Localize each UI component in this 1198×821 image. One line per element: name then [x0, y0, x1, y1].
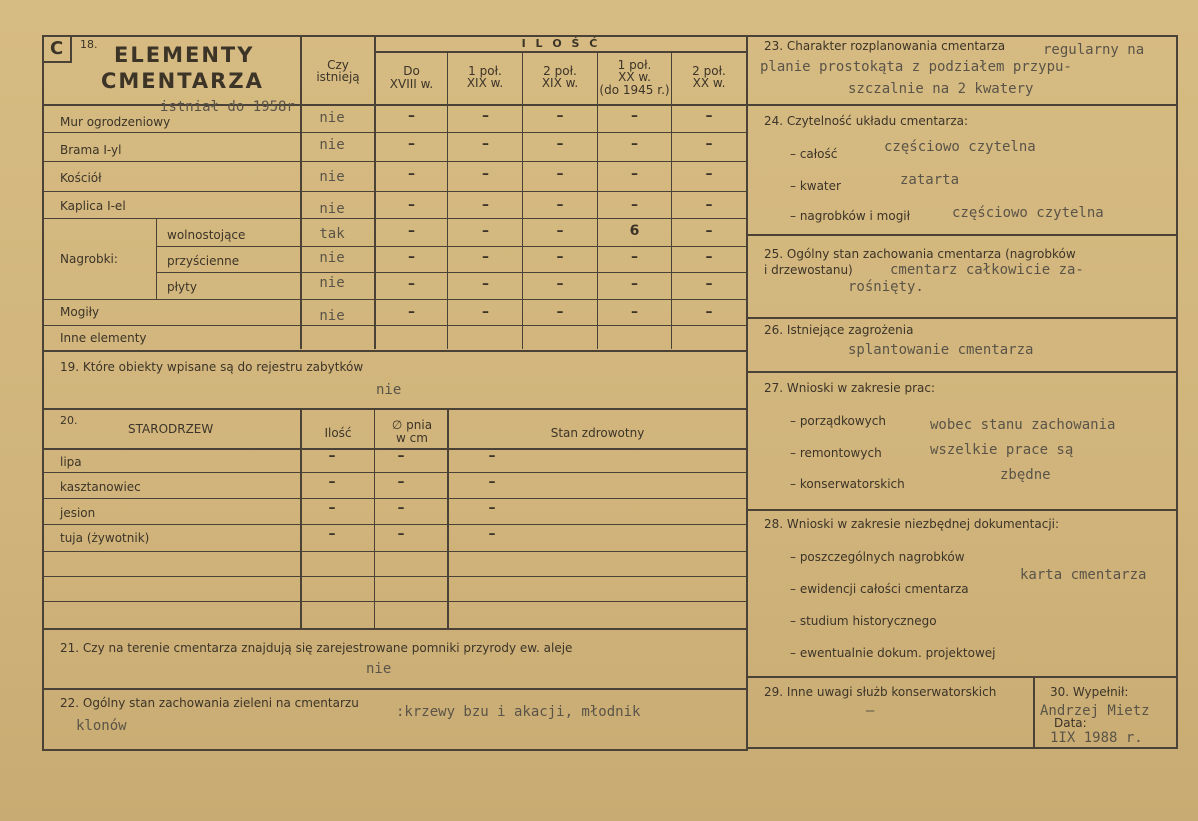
q24-label: 24. Czytelność układu cmentarza: — [764, 114, 969, 128]
nagrobki-divider — [156, 218, 157, 299]
row-label-kaplica: Kaplica I-el — [60, 199, 126, 213]
period-cell: – — [408, 249, 415, 265]
line-above-22 — [44, 688, 746, 690]
q25-label-2: i drzewostanu) — [764, 263, 853, 277]
period-cell: – — [408, 223, 415, 239]
period-2-a: 1 poł. — [468, 64, 502, 78]
frame-left — [42, 35, 44, 751]
czy-wolnostojace: tak — [319, 226, 345, 242]
q28-label: 28. Wnioski w zakresie niezbędnej dokumentacji: — [764, 517, 1060, 531]
row-label-kosciol: Kościół — [60, 171, 102, 185]
q23-answer-1: regularny na — [1043, 42, 1145, 58]
q26-answer: splantowanie cmentarza — [848, 342, 1034, 358]
period-cell: – — [482, 249, 489, 265]
period-cell: – — [705, 197, 713, 213]
czy-mur: nie — [319, 110, 345, 126]
q29-label: 29. Inne uwagi służb konserwatorskich — [764, 685, 997, 699]
period-cell: – — [705, 304, 713, 320]
sd-row-4 — [44, 551, 746, 552]
period-cell: – — [556, 136, 564, 152]
q28-item-3: – studium historycznego — [790, 614, 937, 628]
period-cell: – — [556, 304, 564, 320]
q29-answer: – — [866, 703, 875, 719]
period-cell: – — [408, 197, 415, 213]
row-line-0 — [44, 104, 746, 106]
section-18-title-2: CMENTARZA — [101, 69, 264, 93]
q19-label: 19. Które obiekty wpisane są do rejestru zabytków — [60, 360, 364, 374]
q20-col-pnia-2: w cm — [396, 431, 428, 445]
q20-title: STARODRZEW — [128, 422, 214, 436]
q20-number: 20. — [60, 414, 78, 427]
starodrzew-cell: – — [488, 474, 496, 490]
starodrzew-cell: – — [397, 448, 405, 464]
sd-label-lipa: lipa — [60, 455, 82, 469]
czy-przyscienne: nie — [319, 250, 345, 266]
row-line-4 — [44, 218, 746, 219]
q25-answer-1: cmentarz całkowicie za- — [890, 262, 1084, 278]
period-cell: – — [482, 108, 489, 124]
line-above-28 — [748, 509, 1176, 511]
row-label-inne: Inne elementy — [60, 331, 147, 345]
starodrzew-cell: – — [397, 474, 405, 490]
q20-col-stan: Stan zdrowotny — [550, 426, 645, 440]
q24-item-nagrobkow: – nagrobków i mogił — [790, 209, 911, 223]
q28-item-4: – ewentualnie dokum. projektowej — [790, 646, 996, 660]
q23-label: 23. Charakter rozplanowania cmentarza — [764, 39, 1006, 53]
ilosc-underline — [374, 51, 746, 53]
q25-answer-2: rośnięty. — [848, 279, 924, 295]
czy-mogily: nie — [319, 308, 345, 324]
sd-col-3 — [447, 410, 449, 628]
starodrzew-cell: – — [328, 448, 336, 464]
line-above-19 — [44, 350, 746, 352]
period-4-c: (do 1945 r.) — [599, 83, 670, 97]
sd-row-6 — [44, 601, 746, 602]
line-above-29 — [748, 676, 1176, 678]
period-4-a: 1 poł. — [617, 58, 652, 72]
period-cell: – — [705, 136, 713, 152]
line-above-24 — [748, 104, 1176, 106]
sd-row-3 — [44, 524, 746, 525]
czy-plyty: nie — [319, 275, 345, 291]
row-line-3 — [44, 191, 746, 192]
q24-answer-calosc: częściowo czytelna — [884, 139, 1036, 155]
q24-answer-nagrobkow: częściowo czytelna — [952, 205, 1104, 221]
section-letter: C — [50, 38, 64, 59]
starodrzew-cell: – — [328, 526, 336, 542]
line-above-25 — [748, 234, 1176, 236]
q25-label-1: 25. Ogólny stan zachowania cmentarza (nagrobków — [764, 247, 1076, 261]
starodrzew-cell: – — [488, 448, 496, 464]
period-cell: – — [556, 166, 564, 182]
q28-item-2: – ewidencji całości cmentarza — [790, 582, 969, 596]
row-label-plyty: płyty — [167, 280, 197, 294]
period-cell: – — [408, 136, 415, 152]
section-18-title-1: ELEMENTY — [114, 43, 255, 67]
period-cell: – — [705, 166, 713, 182]
period-cell: – — [631, 304, 638, 320]
q21-answer: nie — [366, 661, 392, 677]
period-5-b: XX w. — [692, 76, 726, 90]
q19-answer: nie — [376, 382, 402, 398]
q26-label: 26. Istniejące zagrożenia — [764, 323, 914, 337]
period-cell: – — [482, 136, 489, 152]
sd-row-5 — [44, 576, 746, 577]
line-above-21 — [44, 628, 746, 630]
q27-label: 27. Wnioski w zakresie prac: — [764, 381, 936, 395]
q27-answer-1: wobec stanu zachowania — [930, 417, 1116, 433]
center-divider — [746, 35, 748, 751]
period-cell: – — [556, 223, 564, 239]
q22-answer-1: :krzewy bzu i akacji, młodnik — [396, 704, 641, 720]
section-18-number: 18. — [80, 38, 98, 51]
ilosc-header: I L O Ś Ć — [521, 37, 601, 50]
sd-col-1 — [300, 410, 302, 628]
period-cell: – — [631, 166, 638, 182]
row-label-przyscienne: przyścienne — [167, 254, 240, 268]
q20-col-pnia-1: ∅ pnia — [391, 418, 433, 432]
q30-name: Andrzej Mietz — [1040, 703, 1150, 719]
q23-answer-2: planie prostokąta z podziałem przypu- — [760, 59, 1072, 75]
q22-answer-2: klonów — [76, 718, 127, 734]
sd-label-kasztanowiec: kasztanowiec — [60, 480, 141, 494]
czy-kaplica: nie — [319, 201, 345, 217]
q27-answer-2: wszelkie prace są — [930, 442, 1074, 458]
row-label-wolnostojace: wolnostojące — [167, 228, 246, 242]
period-cell: – — [705, 108, 713, 124]
q30-date: 1IX 1988 r. — [1050, 730, 1143, 746]
q24-item-kwater: – kwater — [790, 179, 841, 193]
col-line-p2 — [447, 52, 448, 349]
czy-brama: nie — [319, 137, 345, 153]
row-line-1 — [44, 132, 746, 133]
q30-label: 30. Wypełnił: — [1050, 685, 1129, 699]
sd-row-2 — [44, 498, 746, 499]
period-cell: – — [408, 166, 415, 182]
period-5-a: 2 poł. — [692, 64, 726, 78]
q21-label: 21. Czy na terenie cmentarza znajdują się zarejestrowane pomniki przyrody ew. aleje — [60, 641, 573, 655]
row-line-8 — [44, 325, 746, 326]
starodrzew-cell: – — [328, 500, 336, 516]
q27-item-konserwatorskich: – konserwatorskich — [790, 477, 905, 491]
period-cell: – — [482, 304, 489, 320]
frame-bottom-right — [748, 747, 1178, 749]
q27-item-porzadkowych: – porządkowych — [790, 414, 886, 428]
row-line-6 — [156, 272, 746, 273]
q23-answer-3: szczalnie na 2 kwatery — [848, 81, 1034, 97]
q28-item-1: – poszczególnych nagrobków — [790, 550, 965, 564]
period-cell: – — [631, 276, 638, 292]
divider-29-30 — [1033, 676, 1035, 749]
line-above-20 — [44, 408, 746, 410]
period-cell: – — [556, 108, 564, 124]
line-above-27 — [748, 371, 1176, 373]
col-czy-1: Czy — [327, 58, 349, 72]
period-cell: – — [556, 249, 564, 265]
period-3-b: XIX w. — [541, 76, 579, 90]
period-cell: – — [408, 304, 415, 320]
q24-answer-kwater: zatarta — [900, 172, 960, 188]
nagrobki-label: Nagrobki: — [60, 252, 118, 266]
period-cell: – — [408, 276, 415, 292]
q30-date-label: Data: — [1054, 716, 1087, 730]
starodrzew-cell: – — [488, 526, 496, 542]
q22-label: 22. Ogólny stan zachowania zieleni na cmentarzu — [60, 696, 359, 710]
period-cell: – — [631, 136, 638, 152]
frame-right — [1176, 35, 1178, 749]
starodrzew-cell: – — [488, 500, 496, 516]
period-cell: – — [705, 276, 713, 292]
starodrzew-cell: – — [397, 526, 405, 542]
sd-label-jesion: jesion — [60, 506, 96, 520]
period-cell: – — [482, 223, 489, 239]
q27-item-remontowych: – remontowych — [790, 446, 882, 460]
period-3-a: 2 poł. — [543, 64, 577, 78]
period-cell: – — [482, 166, 489, 182]
sd-row-1 — [44, 472, 746, 473]
period-cell: – — [631, 108, 638, 124]
row-line-5 — [156, 246, 746, 247]
col-czy-2: istnieją — [316, 70, 360, 84]
q28-answer: karta cmentarza — [1020, 567, 1147, 583]
period-1-a: Do — [403, 64, 420, 78]
period-cell: – — [556, 197, 564, 213]
line-above-26 — [748, 317, 1176, 319]
starodrzew-cell: – — [328, 474, 336, 490]
row-label-mur: Mur ogrodzeniowy — [60, 115, 171, 129]
sd-label-tuja: tuja (żywotnik) — [60, 531, 150, 545]
row-label-mogily: Mogiły — [60, 305, 100, 319]
period-cell: 6 — [629, 223, 640, 239]
period-cell: – — [482, 276, 489, 292]
period-1-b: XVIII w. — [389, 77, 434, 91]
frame-bottom — [42, 749, 748, 751]
row-label-brama: Brama I-yl — [60, 143, 122, 157]
period-cell: – — [556, 276, 564, 292]
period-cell: – — [631, 249, 638, 265]
period-2-b: XIX w. — [466, 76, 504, 90]
row-line-2 — [44, 161, 746, 162]
period-cell: – — [482, 197, 489, 213]
period-cell: – — [705, 249, 713, 265]
q20-col-ilosc: Ilość — [324, 426, 352, 440]
period-cell: – — [408, 108, 415, 124]
q27-answer-3: zbędne — [1000, 467, 1051, 483]
period-cell: – — [631, 197, 638, 213]
period-cell: – — [705, 223, 713, 239]
row-line-7 — [44, 299, 746, 300]
annotation-istnial: istniał do 1958r — [160, 99, 295, 115]
q24-item-calosc: – całość — [790, 147, 838, 161]
czy-kosciol: nie — [319, 169, 345, 185]
period-4-b: XX w. — [618, 70, 651, 84]
sd-col-2 — [374, 410, 375, 628]
starodrzew-cell: – — [397, 500, 405, 516]
